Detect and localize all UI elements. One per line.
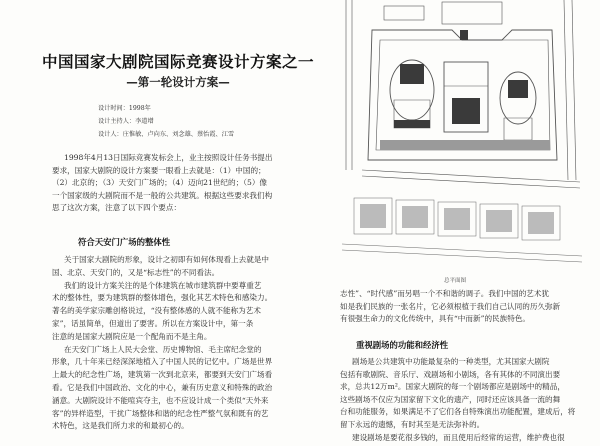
body-line: 包括有歌剧院、音乐厅、戏剧场和小剧场，各有其体的不同演出要 <box>340 369 561 379</box>
plan-street-right <box>564 0 568 180</box>
plan-plaza-road <box>342 250 582 262</box>
article-title: 中国国家大剧院国际竞赛设计方案之一 <box>41 53 314 71</box>
plan-shade-light <box>380 140 550 150</box>
plan-top-block <box>442 2 502 24</box>
section1-body <box>52 254 342 433</box>
article-subtitle: —第一轮设计方案— <box>126 75 230 89</box>
plan-plaza-inner <box>486 210 512 232</box>
plan-shade <box>452 98 480 124</box>
body-line: 著名的美学家宗雕创格说过，“没有整体感的人就不能称为艺术 <box>52 306 261 316</box>
intro-line: 思了这次方案，注意了以下四个要点： <box>52 203 182 213</box>
body-line: 这些剧场不仅应为国家留下文化的遗产，同时还应该具备一流的舞 <box>340 394 561 404</box>
plan-plaza-road <box>342 244 582 256</box>
body-line: 有很强生命力的文化传统中，具有“中而新”的民族特色。 <box>340 314 531 324</box>
plan-theatre-stage <box>504 118 532 140</box>
body-line: 台和功能服务，如果满足不了它们各自特殊演出功能配置，建成后，将 <box>340 407 576 417</box>
body-line: 家”，话虽简单，但道出了要害。所以在方案设计中，第一条 <box>52 318 254 328</box>
body-line: 形象，几十年来已经深深地植入了中国人民的记忆中。广场是世界 <box>52 357 273 367</box>
body-line: 剧场是公共建筑中功能最复杂的一种类型，尤其国家大剧院 <box>352 357 550 366</box>
plan-plaza-inner <box>528 212 554 234</box>
plan-shade <box>460 30 468 40</box>
intro-line: 一个国家级的大剧院而不是一般的公共建筑。根据这些要求我们构 <box>52 190 273 200</box>
design-time: 设计时间：1998年 <box>98 105 151 112</box>
body-line: 术的整体性，要为建筑群的整体增色，强化其艺术特色和感染力。 <box>52 293 273 303</box>
plan-plaza-edge <box>362 170 580 182</box>
intro-line: 1998年4月13日国际竞赛发标会上，业主按照设计任务书提出 <box>64 153 273 162</box>
body-line: 国、北京、天安门的，又是“标志性”的不同看法。 <box>52 267 220 277</box>
right-column-text <box>340 288 590 326</box>
body-line: 客”的异样造型，干扰广场整体和谐的纪念性严整气氛和既有的艺 <box>52 408 269 418</box>
section2-heading: 重视剧场的功能和经济性 <box>356 340 449 350</box>
plan-plaza-inner <box>360 204 386 228</box>
plan-plaza-inner <box>444 208 470 230</box>
plan-caption: 总平面图 <box>444 278 467 284</box>
plan-shade <box>508 80 528 98</box>
body-line: 看。它是我们中国政治、文化的中心，兼有历史意义和特殊的政治 <box>52 382 273 392</box>
body-line: 注意的是国家大剧院应是一个配角而不是主角。 <box>52 331 212 341</box>
plan-plaza-inner <box>402 206 428 228</box>
plan-shade <box>400 64 424 84</box>
site-plan-drawing <box>332 0 600 280</box>
body-line: 上最大的纪念性广场，建筑第一次到北京来，都要到天安门广场看 <box>52 370 273 380</box>
intro-paragraph <box>52 152 342 215</box>
plan-street-right-inner <box>572 0 576 180</box>
body-line: 留下永远的遗憾，有时其至是无法弥补的。 <box>340 419 485 429</box>
section2-body <box>340 356 590 444</box>
designers: 设计人：庄惟敏、卢向东、刘念雄、蔡怡霞、江雪 <box>98 131 235 138</box>
intro-line: 要求，国家大剧院的设计方案要一眼看上去就是：（1）中国的； <box>52 165 266 175</box>
body-line: 建设剧场是要花很多钱的，而且使用后经常的运营，维护费也很 <box>352 432 565 442</box>
body-line: 我们的设计方案关注的是个体建筑在城市建筑群中要尊重艺 <box>64 280 262 290</box>
body-line: 在天安门广场上人民大会堂、历史博物馆、毛主席纪念堂的 <box>64 344 262 354</box>
plan-shade <box>394 120 430 128</box>
body-line: 志性”、“时代感”而另唱一个不和谐的调子。我们中国的艺术犹 <box>340 289 550 298</box>
body-line: 涵意。大剧院设计不能喧宾夺主，也不应设计成一个类似“天外来 <box>52 395 269 405</box>
section1-heading: 符合天安门广场的整体性 <box>78 237 171 247</box>
intro-line: （2）北京的；（3）天安门广场的；（4）迈向21世纪的；（5）像 <box>52 178 268 188</box>
body-line: 如是我们民族的一张名片，它必须根植于我们自己认同的历久弥新 <box>340 301 561 311</box>
body-line: 术特色，这是我们所力求的和最初心的。 <box>52 421 189 431</box>
plan-top-block <box>384 6 424 20</box>
plan-plaza-edge-2 <box>362 176 580 188</box>
body-line: 关于国家大剧院的形象，设计之初即有如何体现看上去就是中 <box>64 255 270 264</box>
body-line: 求，总共12万m²。国家大剧院的每一个剧场都应是剧场中的精品， <box>340 382 565 392</box>
lead-designer: 设计主持人：李道增 <box>98 118 154 125</box>
